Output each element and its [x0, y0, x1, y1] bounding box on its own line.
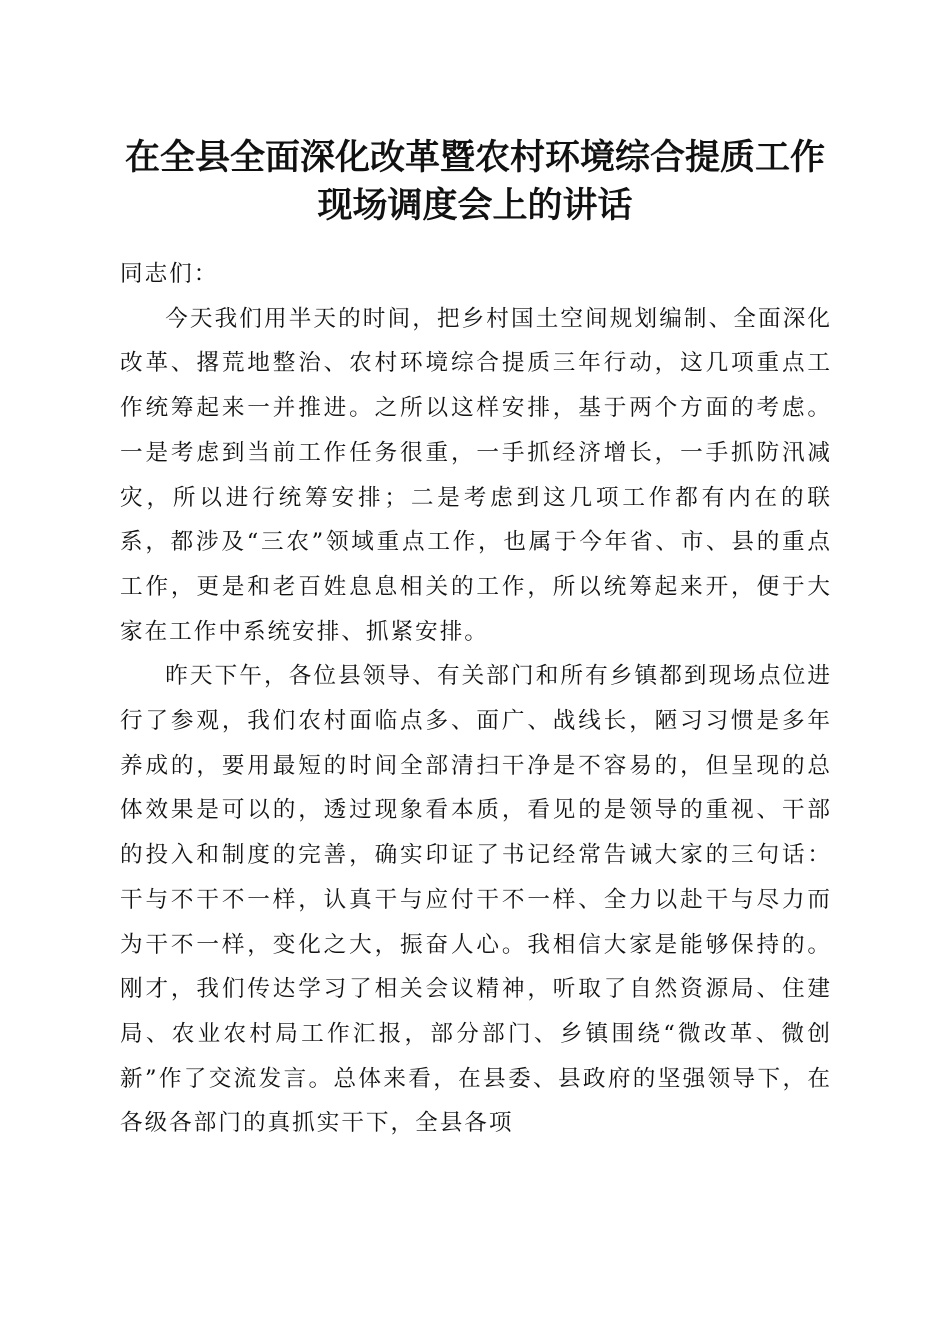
document-title-line-2: 现场调度会上的讲话	[317, 185, 633, 226]
document-body	[120, 252, 832, 1146]
salutation: 同志们：	[120, 261, 219, 287]
paragraph-2: 昨天下午，各位县领导、有关部门和所有乡镇都到现场点位进行了参观，我们农村面临点多、面广、战线长，陋习习惯是多年养成的，要用最短的时间全部清扫干净是不容易的，但呈现的总体效果是可以的，透过现象看本质，看见的是领导的重视、干部的投入和制度的完善，确实印证了书记经常告诫大家的三句话：干与不干不一样，认真干与应付干不一样、全力以赴干与尽力而为干不一样，变化之大，振奋人心。我相信大家是能够保持的。刚才，我们传达学习了相关会议精神，听取了自然资源局、住建局、农业农村局工作汇报，部分部门、乡镇围绕“微改革、微创新”作了交流发言。总体来看，在县委、县政府的坚强领导下，在各级各部门的真抓实干下，全县各项	[120, 663, 832, 1137]
paragraph-1: 今天我们用半天的时间，把乡村国土空间规划编制、全面深化改革、撂荒地整治、农村环境综合提质三年行动，这几项重点工作统筹起来一并推进。之所以这样安排，基于两个方面的考虑。一是考虑到当前工作任务很重，一手抓经济增长，一手抓防汛减灾，所以进行统筹安排；二是考虑到这几项工作都有内在的联系，都涉及“三农”领域重点工作，也属于今年省、市、县的重点工作，更是和老百姓息息相关的工作，所以统筹起来开，便于大家在工作中系统安排、抓紧安排。	[120, 305, 832, 645]
document-title-line-1: 在全县全面深化改革暨农村环境综合提质工作	[124, 137, 825, 178]
